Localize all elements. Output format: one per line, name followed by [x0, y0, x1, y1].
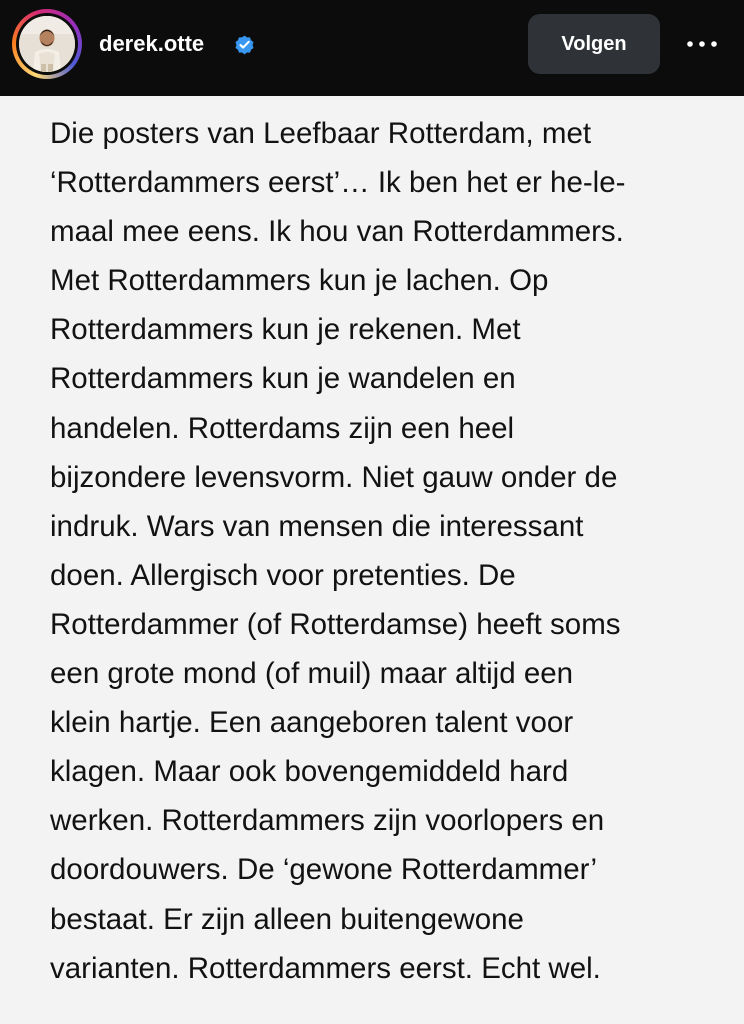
avatar-photo: [19, 16, 75, 72]
caption-line: maal mee eens. Ik hou van Rotterdammers.: [50, 215, 624, 249]
caption-line: Rotterdammers kun je wandelen en: [50, 362, 516, 396]
caption-line: klein hartje. Een aangeboren talent voor: [50, 706, 574, 740]
post-caption: [50, 109, 740, 993]
caption-line: ‘Rotterdammers eerst’… Ik ben het er he-le-: [50, 166, 626, 200]
verified-badge-icon: [233, 33, 256, 56]
caption-line: klagen. Maar ook bovengemiddeld hard: [50, 755, 569, 789]
caption-line: indruk. Wars van mensen die interessant: [50, 509, 584, 543]
person-silhouette-icon: [19, 16, 75, 72]
avatar[interactable]: [16, 13, 78, 75]
username[interactable]: derek.otte: [99, 31, 205, 56]
follow-button[interactable]: Volgen: [528, 14, 660, 74]
caption-line: doordouwers. De ‘gewone Rotterdammer’: [50, 853, 598, 887]
story-ring[interactable]: [12, 9, 82, 79]
more-horizontal-icon[interactable]: [684, 36, 720, 52]
caption-line: varianten. Rotterdammers eerst. Echt wel.: [50, 951, 601, 985]
post-header: [0, 0, 744, 96]
caption-line: bestaat. Er zijn alleen buitengewone: [50, 902, 524, 936]
caption-line: Rotterdammers kun je rekenen. Met: [50, 313, 521, 347]
caption-line: bijzondere levensvorm. Niet gauw onder de: [50, 460, 618, 494]
caption-line: Met Rotterdammers kun je lachen. Op: [50, 264, 549, 298]
caption-line: werken. Rotterdammers zijn voorlopers en: [50, 804, 605, 838]
caption-line: handelen. Rotterdams zijn een heel: [50, 411, 515, 445]
caption-line: een grote mond (of muil) maar altijd een: [50, 657, 574, 691]
caption-line: Rotterdammer (of Rotterdamse) heeft soms: [50, 607, 621, 641]
caption-line: Die posters van Leefbaar Rotterdam, met: [50, 117, 592, 150]
caption-line: doen. Allergisch voor pretenties. De: [50, 558, 516, 592]
